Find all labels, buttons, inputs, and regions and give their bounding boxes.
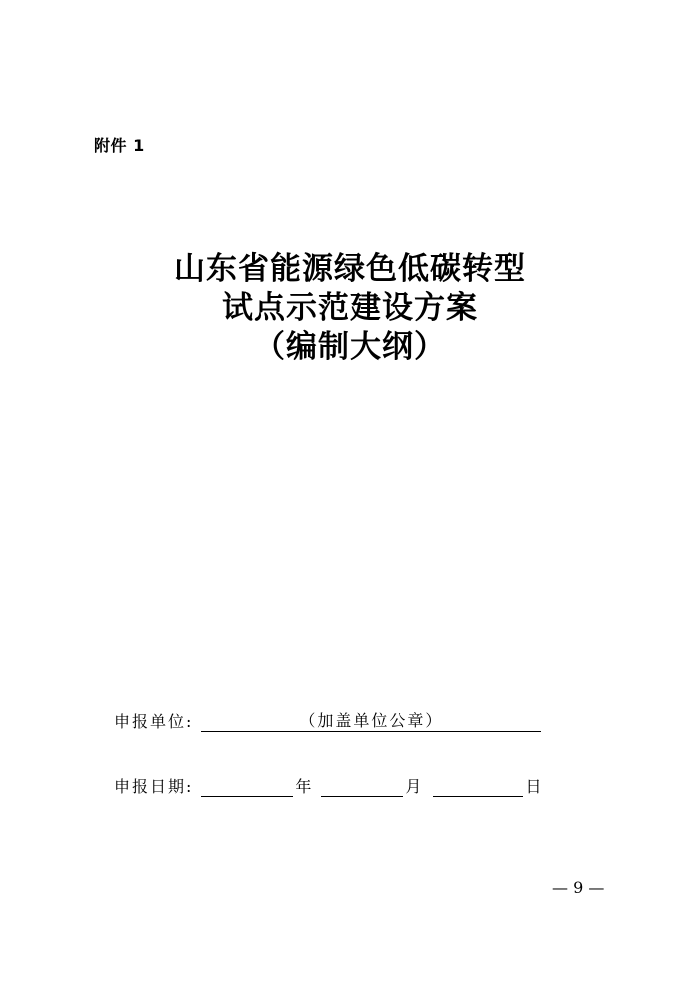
year-label: 年 bbox=[295, 777, 312, 796]
day-label: 日 bbox=[525, 777, 542, 796]
month-label: 月 bbox=[405, 777, 422, 796]
applicant-unit-row bbox=[114, 709, 541, 732]
applicant-unit-label: 申报单位: bbox=[114, 712, 194, 731]
month-blank bbox=[321, 777, 403, 797]
official-seal-hint: （加盖单位公章） bbox=[299, 711, 444, 730]
title-line-2: 试点示范建设方案 bbox=[222, 290, 478, 326]
application-date-label: 申报日期: bbox=[114, 777, 194, 796]
year-blank bbox=[201, 777, 293, 797]
attachment-label: 附件 1 bbox=[94, 136, 145, 155]
day-blank bbox=[433, 777, 523, 797]
document-title bbox=[0, 250, 700, 367]
application-date-row bbox=[114, 774, 541, 797]
title-line-1: 山东省能源绿色低碳转型 bbox=[174, 251, 526, 287]
page-number: — 9 — bbox=[552, 878, 605, 897]
applicant-unit-blank bbox=[201, 711, 541, 732]
title-line-3: （编制大纲） bbox=[254, 329, 446, 365]
